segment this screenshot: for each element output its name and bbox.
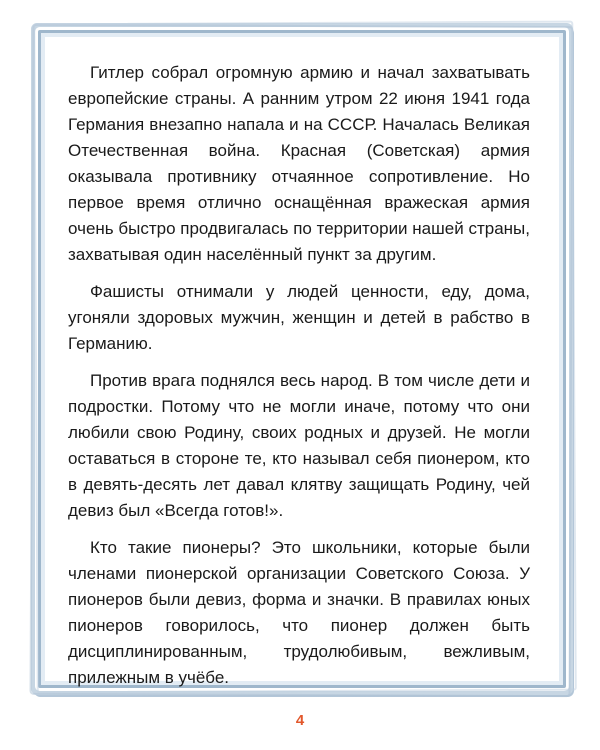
paragraph-3: Против врага поднялся весь народ. В том числе дети и подростки. Потому что не могли иначе, потому что они любили свою Родину, своих родных и друзей. Не могли оставаться в стороне те, кто называл себя пионером, кто в девять-десять лет давал клятву защищать Родину, чей девиз был «Всегда готов!». bbox=[68, 371, 530, 520]
paragraph-4: Кто такие пионеры? Это школьники, которые были членами пионерской организации Советского Союза. У пионеров были девиз, форма и значки. В правилах юных пионеров говорилось, что пионер должен быть дисциплинированным, трудолюбивым, вежливым, прилежным в учёбе. bbox=[68, 538, 530, 687]
paragraph-1: Гитлер собрал огромную армию и начал захватывать европейские страны. А ранним утром 22 июня 1941 года Германия внезапно напала и на СССР. Началась Великая Отечественная война. Красная (Советская) армия оказывала противнику отчаянное сопротивление. Но первое время отлично оснащённая вражеская армия очень быстро продвигалась по территории нашей страны, захватывая один населённый пункт за другим. bbox=[68, 63, 530, 264]
page-number: 4 bbox=[295, 712, 305, 729]
paragraph-2: Фашисты отнимали у людей ценности, еду, дома, угоняли здоровых мужчин, женщин и детей в рабство в Германию. bbox=[68, 282, 530, 353]
page-body-text bbox=[68, 60, 530, 702]
